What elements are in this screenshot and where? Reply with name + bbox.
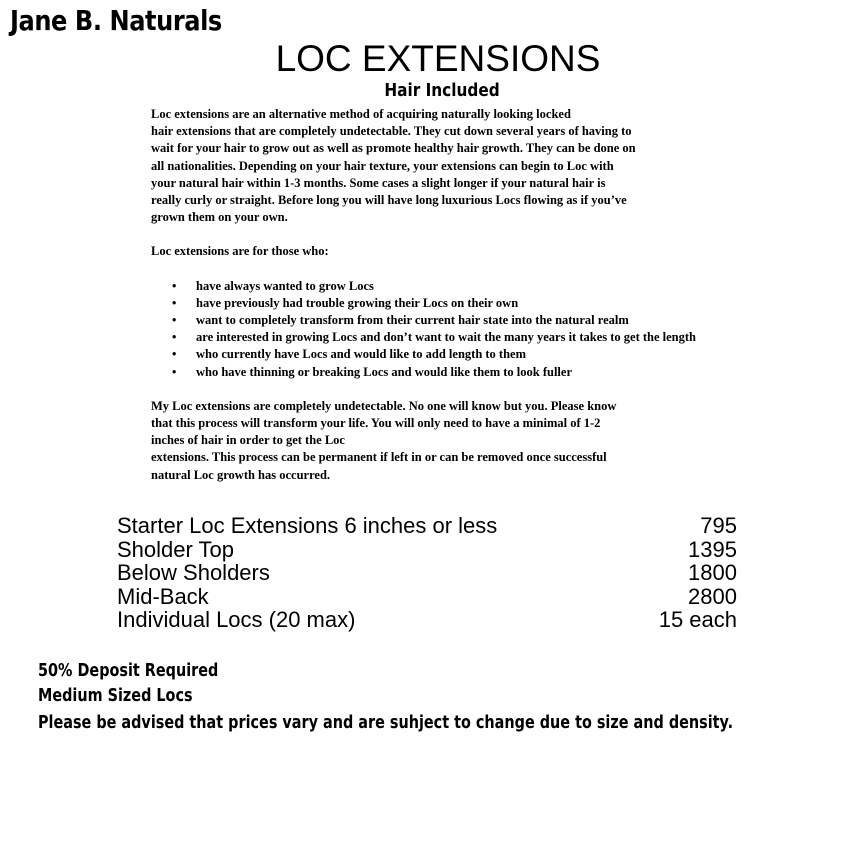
brand-name: Jane B. Naturals xyxy=(10,4,222,37)
price-name: Below Sholders xyxy=(117,560,270,585)
list-item: • who currently have Locs and would like to add length to them xyxy=(151,346,741,363)
closing-line: extensions. This process can be permanent if left in or can be removed once successful xyxy=(151,450,607,465)
intro-line: all nationalities. Depending on your hair texture, your extensions can begin to Loc with xyxy=(151,158,614,173)
intro-line: really curly or straight. Before long you will have long luxurious Locs flowing as if you’ve xyxy=(151,193,627,208)
price-name: Starter Loc Extensions 6 inches or less xyxy=(117,513,498,538)
intro-line: your natural hair within 1-3 months. Some cases a slight longer if your natural hair is xyxy=(151,175,606,190)
page-title: LOC EXTENSIONS xyxy=(275,38,601,79)
advisory-note: Please be advised that prices vary and are suhject to change due to size and density. xyxy=(38,712,734,733)
intro-line: hair extensions that are completely undetectable. They cut down several years of having to xyxy=(151,124,632,139)
price-row xyxy=(117,538,737,562)
intro-line: Loc extensions are an alternative method of acquiring naturally looking locked xyxy=(151,107,571,121)
price-row xyxy=(117,608,737,632)
notes-section xyxy=(38,658,733,735)
price-amount: 2800 xyxy=(688,583,737,609)
closing-line: My Loc extensions are completely undetectable. No one will know but you. Please know xyxy=(151,398,617,413)
deposit-note: 50% Deposit Required xyxy=(38,660,219,681)
list-item: • want to completely transform from their current hair state into the natural realm xyxy=(151,312,741,329)
list-item: • are interested in growing Locs and don’t want to wait the many years it takes to get the length xyxy=(151,329,741,346)
audience-list xyxy=(151,278,741,381)
price-name: Individual Locs (20 max) xyxy=(117,607,356,632)
intro-line: wait for your hair to grow out as well as promote healthy hair growth. They can be done on xyxy=(151,141,636,156)
closing-line: natural Loc growth has occurred. xyxy=(151,467,331,482)
price-amount: 1395 xyxy=(688,536,737,562)
price-list xyxy=(117,514,737,632)
intro-paragraph xyxy=(151,106,741,226)
price-amount: 795 xyxy=(700,513,737,538)
size-note: Medium Sized Locs xyxy=(38,685,193,706)
description-document xyxy=(151,106,741,484)
price-row xyxy=(117,585,737,609)
closing-line: that this process will transform your life. You will only need to have a minimal of 1-2 xyxy=(151,416,601,431)
closing-line: inches of hair in order to get the Loc xyxy=(151,433,345,448)
for-heading: Loc extensions are for those who: xyxy=(151,244,329,259)
list-item: • have previously had trouble growing their Locs on their own xyxy=(151,295,741,312)
closing-paragraph xyxy=(151,398,741,484)
page-subtitle: Hair Included xyxy=(384,80,500,101)
price-amount: 15 each xyxy=(658,607,737,632)
list-item: • who have thinning or breaking Locs and would like them to look fuller xyxy=(151,364,741,381)
list-item: • have always wanted to grow Locs xyxy=(151,278,741,295)
price-row xyxy=(117,514,737,538)
intro-line: grown them on your own. xyxy=(151,210,288,225)
price-row xyxy=(117,561,737,585)
price-amount: 1800 xyxy=(688,560,737,585)
price-name: Sholder Top xyxy=(117,536,235,562)
price-name: Mid-Back xyxy=(117,583,209,609)
